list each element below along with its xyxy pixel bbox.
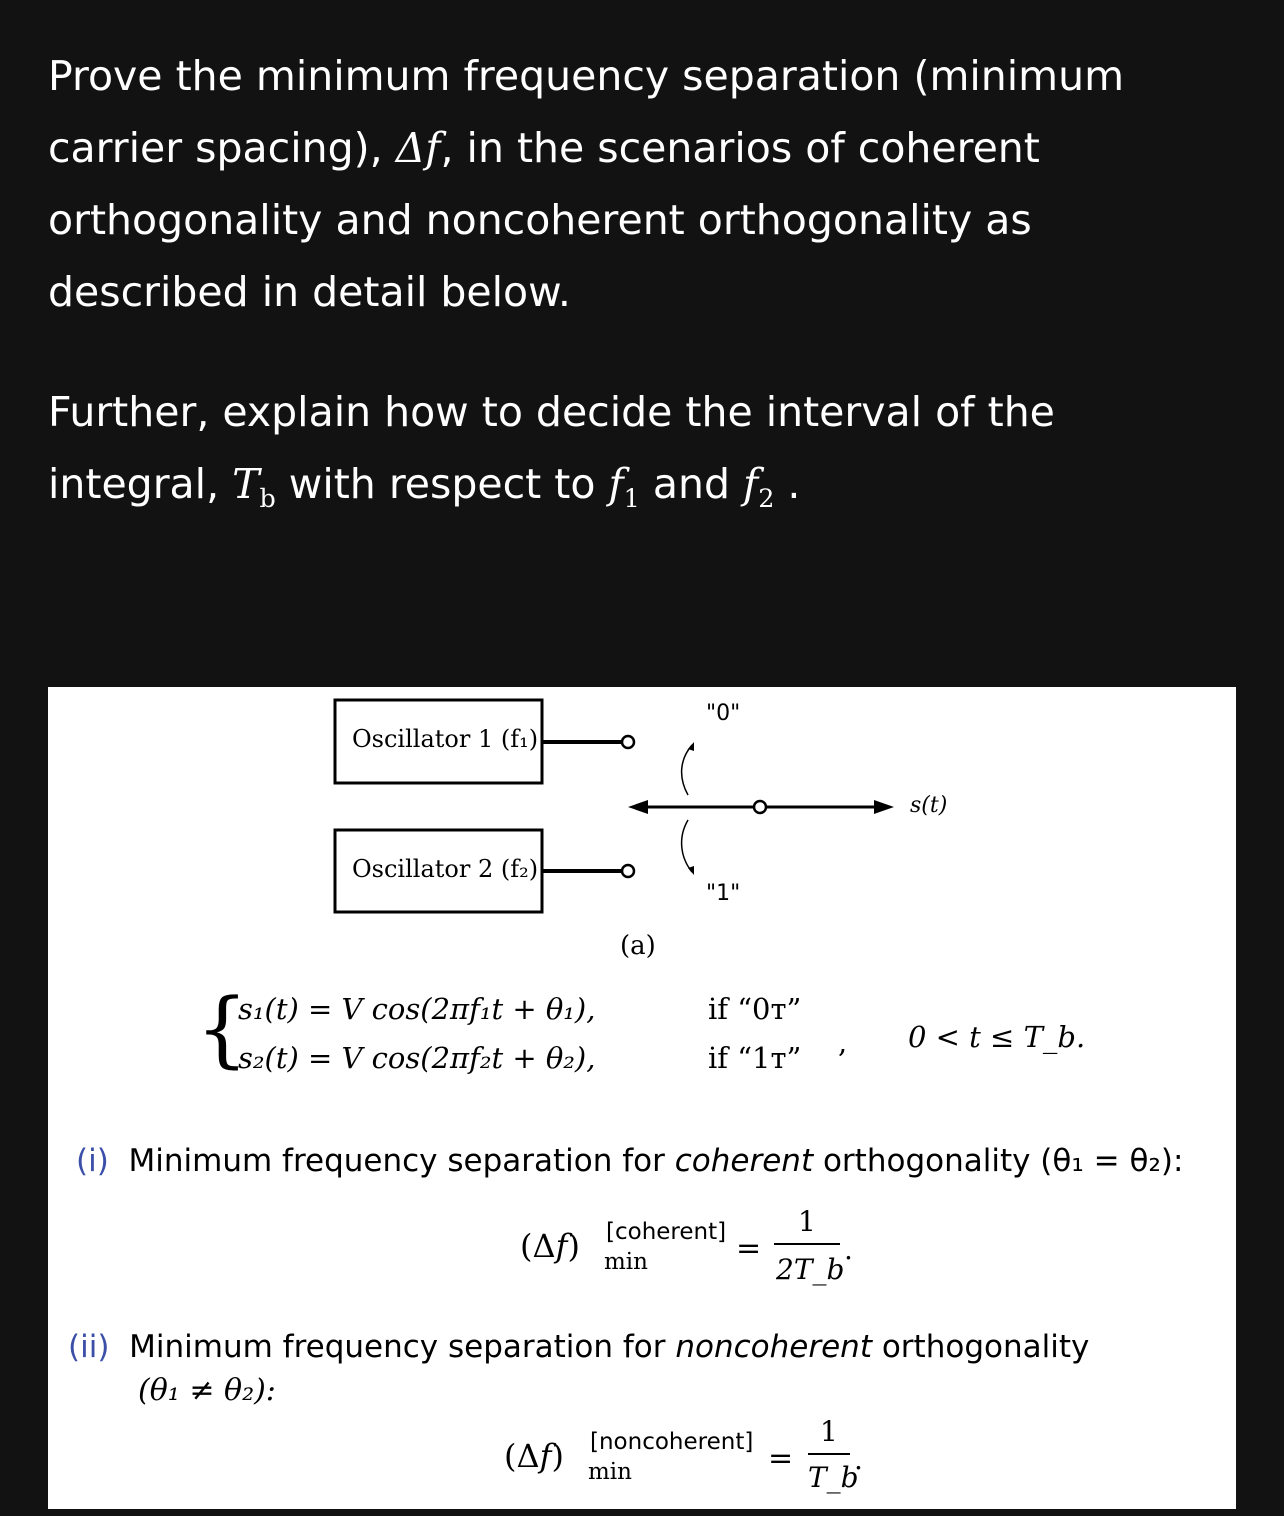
switch-arrow-left [628, 800, 648, 814]
item-ii-numerator: 1 [820, 1415, 838, 1448]
eq-s2-condition: if “1ᴛ” [708, 1041, 802, 1075]
switch-pivot [754, 801, 766, 813]
item-ii-marker: (ii) [68, 1329, 110, 1365]
osc1-terminal [622, 736, 634, 748]
question-p1-part2: , in the scenarios of coherent orthogonality and noncoherent orthogonality as described in detail below. [48, 124, 1040, 316]
item-i-formula-sup: [coherent] [606, 1219, 727, 1245]
eq-comma: , [838, 1025, 848, 1059]
osc2-terminal [622, 865, 634, 877]
oscillator-2-label: Oscillator 2 (f₂) [352, 855, 539, 883]
left-brace: { [196, 982, 249, 1077]
item-ii-formula-sub: min [588, 1459, 632, 1485]
question-paragraph-1 [48, 40, 1238, 328]
item-i-formula-lhs: (Δf) [520, 1227, 580, 1265]
item-i-numerator: 1 [798, 1205, 816, 1238]
item-ii-text: (ii) Minimum frequency separation for noncoherent orthogonality [68, 1329, 1090, 1365]
item-ii-equals: = [768, 1441, 794, 1476]
eq-s1: s₁(t) = V cos(2πf₁t + θ₁), [238, 992, 596, 1026]
oscillator-1-label: Oscillator 1 (f₁) [352, 725, 539, 753]
switch-label-1: "1" [706, 881, 741, 906]
curve-arrow-down [682, 820, 692, 872]
question-paragraph-2 [48, 376, 1238, 534]
figure-caption: (a) [620, 931, 656, 961]
eq-range: 0 < t ≤ T_b. [908, 1020, 1086, 1054]
item-ii-fraction-bar [808, 1453, 850, 1455]
item-i-formula-sub: min [604, 1249, 648, 1275]
item-i-denominator: 2T_b [776, 1253, 845, 1286]
delta-f-symbol: Δf [395, 124, 441, 172]
item-ii-formula-lhs: (Δf) [504, 1437, 564, 1475]
switch-label-0: "0" [706, 701, 741, 726]
question-p2-and: and [639, 460, 744, 508]
item-i-fraction-bar [774, 1243, 840, 1245]
eq-s2: s₂(t) = V cos(2πf₂t + θ₂), [238, 1041, 596, 1075]
item-ii-denominator: T_b [808, 1461, 859, 1494]
figure-panel: Oscillator 1 (f₁) Oscillator 2 (f₂) "0" "1" s(t) (a) { s₁(t) = V cos(2πf₁t + θ₁), if “0ᴛ” s₂(t) = V cos(2πf₂t + θ₂), if “1ᴛ” , 0 < t ≤ T_b. (i) Minimum frequency separation for coherent orthogonality (θ₁ = θ₂): (Δf) [coherent] min = 1 2T_b . (ii) Minimum frequency separation for noncoherent orthogonality (θ₁ ≠ θ₂): (Δf) [noncoherent] min = 1 T_b . [48, 687, 1236, 1509]
f1-symbol: $f_1$ [608, 460, 640, 514]
tb-symbol: $T_b$ [232, 460, 276, 514]
item-i-text: (i) Minimum frequency separation for coherent orthogonality (θ₁ = θ₂): [76, 1143, 1184, 1179]
output-label: s(t) [910, 793, 948, 818]
eq-s1-condition: if “0ᴛ” [708, 992, 802, 1026]
question-p2-end: . [774, 460, 801, 508]
question-p1-part1: Prove the minimum frequency separation (minimum carrier spacing), [48, 52, 1125, 172]
switch-arrow-right [874, 800, 894, 814]
curve-arrow-up [682, 745, 692, 795]
item-i-marker: (i) [76, 1143, 109, 1179]
item-i-equals: = [736, 1231, 762, 1266]
question-p2-part1: Further, explain how to decide the interval of the integral, [48, 388, 1055, 508]
item-ii-formula-sup: [noncoherent] [590, 1429, 754, 1455]
question-p2-part2: with respect to [275, 460, 609, 508]
f2-symbol: $f_2$ [743, 460, 775, 514]
item-ii-condition: (θ₁ ≠ θ₂): [138, 1373, 276, 1408]
